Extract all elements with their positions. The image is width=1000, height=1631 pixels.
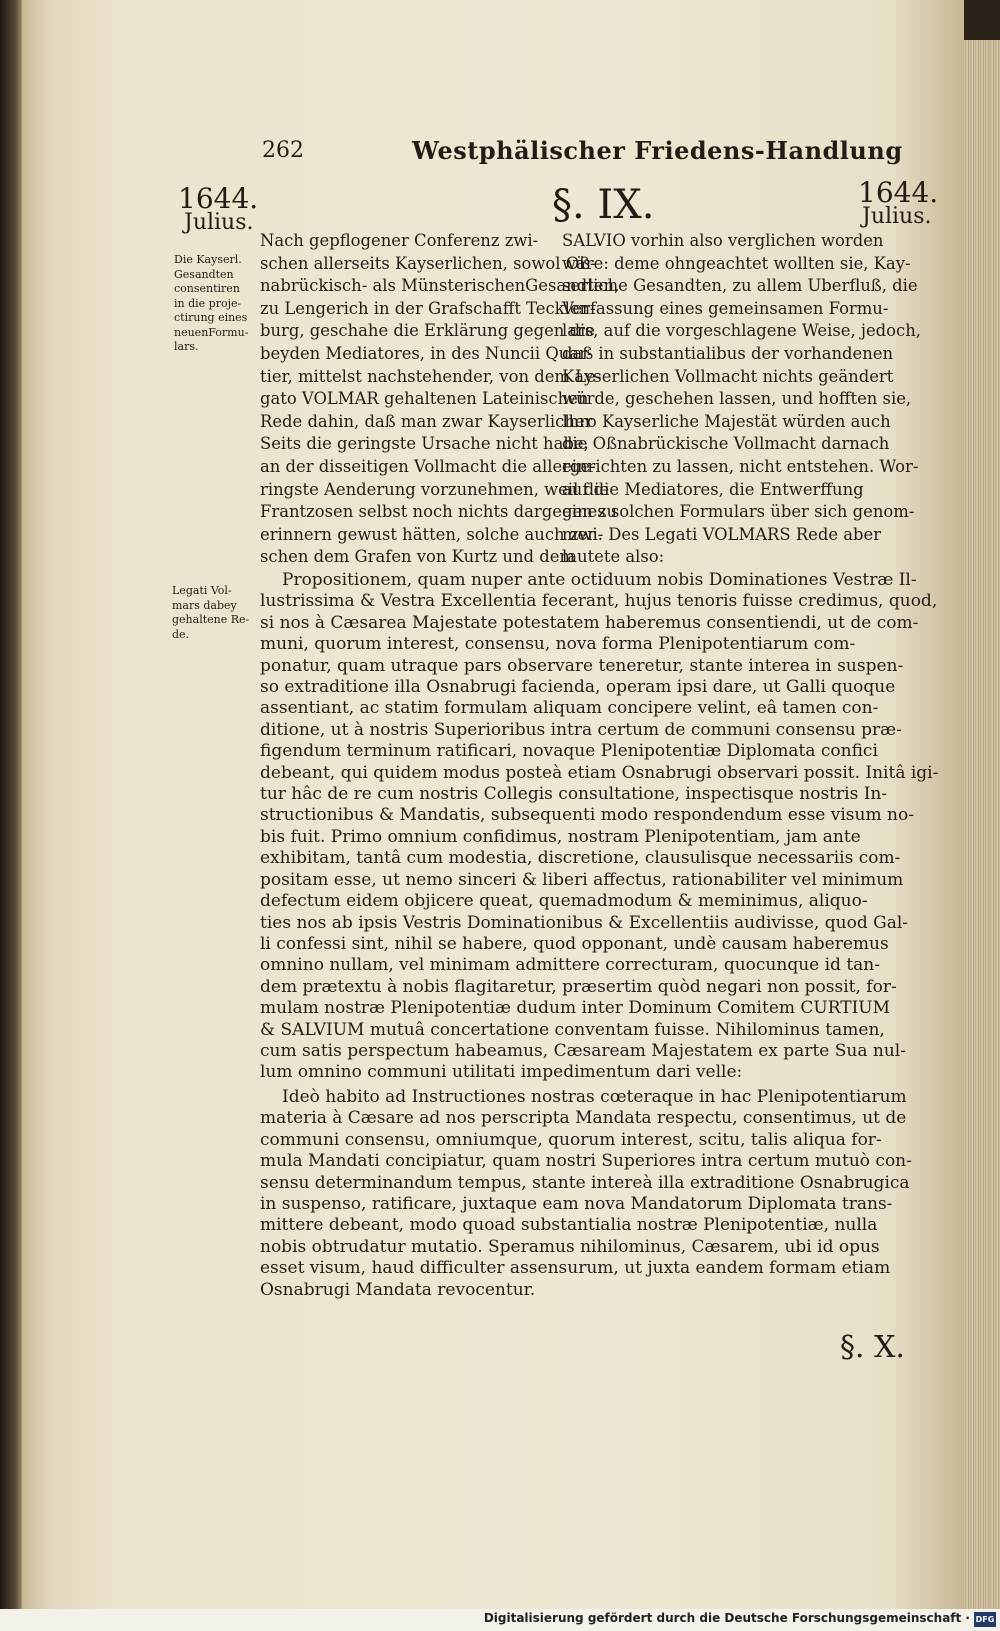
text-line: Osnabrugi Mandata revocentur. bbox=[260, 1279, 536, 1300]
text-line: SALVIO vorhin also verglichen worden bbox=[562, 231, 884, 250]
text-line: ringste Aenderung vorzunehmen, weil die bbox=[260, 479, 610, 499]
text-line: dem prætextu à nobis flagitaretur, præsertim quòd negari non possit, for- bbox=[260, 976, 897, 997]
text-line: Ihro Kayserliche Majestät würden auch bbox=[562, 411, 891, 431]
text-line: in suspenso, ratificare, juxtaque eam nova Mandatorum Diplomata trans- bbox=[260, 1194, 893, 1215]
text-line: burg, geschahe die Erklärung gegen die bbox=[260, 321, 595, 341]
margin-note-line: Legati Vol- bbox=[172, 584, 232, 597]
text-line: assentiant, ac statim formulam aliquam concipere velint, eâ tamen con- bbox=[260, 698, 879, 719]
text-line: zu Lengerich in der Grafschafft Tecklen- bbox=[260, 298, 596, 318]
text-line: sensu determinandum tempus, stante intereà illa extraditione Osnabrugica bbox=[260, 1172, 910, 1193]
text-line: an der disseitigen Vollmacht die allerge- bbox=[260, 456, 596, 476]
text-line: lautete also: bbox=[562, 547, 665, 567]
text-line: lustrissima & Vestra Excellentia fecerant, hujus tenoris fuisse credimus, quod, bbox=[260, 591, 938, 612]
margin-note-1 bbox=[174, 253, 248, 355]
text-line: Nach gepflogener Conferenz zwi- bbox=[260, 231, 539, 250]
text-line: si nos à Cæsarea Majestate potestatem haberemus consentiendi, ut de com- bbox=[260, 612, 919, 633]
running-head: Westphälischer Friedens-Handlung bbox=[412, 136, 903, 165]
right-column bbox=[562, 230, 921, 569]
text-line: Seits die geringste Ursache nicht habe, bbox=[260, 434, 589, 454]
text-line: nobis obtrudatur mutatio. Speramus nihilominus, Cæsarem, ubi id opus bbox=[260, 1236, 880, 1257]
text-line: mulam nostræ Plenipotentiæ dudum inter Dominum Comitem CURTIUM bbox=[260, 998, 891, 1019]
margin-note-line: Gesandten bbox=[174, 267, 234, 281]
text-line: mittere debeant, modo quoad substantialia nostræ Plenipotentiæ, nulla bbox=[260, 1215, 878, 1236]
text-line: communi consensu, omniumque, quorum interest, scitu, talis aliqua for- bbox=[260, 1129, 882, 1150]
margin-note-line: neuenFormu- bbox=[174, 325, 249, 339]
text-line: cum satis perspectum habeamus, Cæsaream Majestatem ex parte Sua nul- bbox=[260, 1040, 906, 1061]
text-line: lars, auf die vorgeschlagene Weise, jedoch, bbox=[562, 321, 921, 341]
text-line: muni, quorum interest, consensu, nova forma Plenipotentiarum com- bbox=[260, 634, 856, 655]
year-left: 1644. bbox=[178, 182, 259, 215]
margin-note-line: ctirung eines bbox=[174, 311, 248, 324]
text-line: erinnern gewust hätten, solche auch zwi- bbox=[260, 524, 604, 544]
latin-paragraph-2 bbox=[260, 1087, 912, 1301]
margin-note-line: de. bbox=[172, 627, 190, 641]
footer-credit: Digitalisierung gefördert durch die Deutsche Forschungsgemeinschaft · bbox=[483, 1611, 970, 1625]
text-line: ponatur, quam utraque pars observare teneretur, stante interea in suspen- bbox=[260, 655, 904, 676]
margin-note-line: mars dabey bbox=[172, 598, 237, 612]
month-left: Julius. bbox=[184, 210, 254, 235]
text-line: Ideò habito ad Instructiones nostras cœteraque in hac Plenipotentiarum bbox=[282, 1087, 907, 1107]
dfg-logo-icon: DFG bbox=[974, 1612, 996, 1627]
text-line: exhibitam, tantâ cum modestia, discretione, clausulisque necessariis com- bbox=[260, 848, 901, 869]
text-line: die Oßnabrückische Vollmacht darnach bbox=[562, 434, 890, 454]
text-line: Rede dahin, daß man zwar Kayserlicher bbox=[260, 411, 593, 431]
text-line: daß in substantialibus der vorhandenen bbox=[562, 343, 894, 363]
text-line: figendum terminum ratificari, novaque Plenipotentiæ Diplomata confici bbox=[260, 741, 878, 762]
text-line: schen dem Grafen von Kurtz und dem bbox=[260, 547, 575, 567]
text-line: Verfassung eines gemeinsamen Formu- bbox=[562, 298, 889, 318]
margin-note-line: in die proje- bbox=[174, 296, 242, 310]
text-line: defectum eidem objicere queat, quemadmodum & meminimus, aliquo- bbox=[260, 891, 868, 912]
page-number: 262 bbox=[262, 138, 304, 163]
text-line: einrichten zu lassen, nicht entstehen. Wor- bbox=[562, 456, 919, 476]
text-line: tur hâc de re cum nostris Collegis consultatione, inspectisque nostris In- bbox=[260, 784, 888, 805]
text-line: men. Des Legati VOLMARS Rede aber bbox=[562, 524, 882, 544]
text-line: eines solchen Formulars über sich genom- bbox=[562, 502, 915, 522]
month-right: Julius. bbox=[862, 204, 932, 229]
text-line: bis fuit. Primo omnium confidimus, nostram Plenipotentiam, jam ante bbox=[260, 826, 861, 847]
text-line: tier, mittelst nachstehender, von dem Le- bbox=[260, 366, 602, 386]
text-line: omnino nullam, vel minimam admittere correcturam, quocunque id tan- bbox=[260, 955, 881, 976]
text-line: debeant, qui quidem modus posteà etiam Osnabrugi observari possit. Initâ igi- bbox=[260, 762, 939, 783]
text-line: Propositionem, quam nuper ante octiduum nobis Dominationes Vestræ Il- bbox=[282, 570, 917, 590]
text-line: auf die Mediatores, die Entwerffung bbox=[562, 479, 864, 499]
text-line: nabrückisch- als MünsterischenGesandten, bbox=[260, 276, 620, 296]
text-line: ties nos ab ipsis Vestris Dominationibus & Excellentiis audivisse, quod Gal- bbox=[260, 912, 909, 933]
text-line: materia à Cæsare ad nos perscripta Mandata respectu, consentimus, ut de bbox=[260, 1108, 907, 1129]
text-line: mula Mandati concipiatur, quam nostri Superiores intra certum mutuò con- bbox=[260, 1151, 912, 1172]
text-line: schen allerseits Kayserlichen, sowol Oß- bbox=[260, 253, 596, 273]
page-edges bbox=[964, 0, 1000, 1631]
margin-note-line: consentiren bbox=[174, 282, 240, 295]
margin-note-line: Die Kayserl. bbox=[174, 253, 242, 266]
book-page bbox=[22, 0, 964, 1631]
latin-paragraph-1 bbox=[260, 570, 939, 1084]
margin-note-line: gehaltene Re- bbox=[172, 613, 250, 626]
text-line: esset visum, haud difficulter assensurum, ut juxta eandem formam etiam bbox=[260, 1258, 891, 1279]
text-line: gato VOLMAR gehaltenen Lateinischen bbox=[260, 389, 589, 409]
text-line: beyden Mediatores, in des Nuncii Quar- bbox=[260, 343, 593, 363]
section-heading: §. IX. bbox=[552, 182, 655, 228]
text-line: würde, geschehen lassen, und hofften sie, bbox=[562, 389, 912, 409]
text-line: li confessi sint, nihil se habere, quod opponant, undè causam haberemus bbox=[260, 933, 889, 954]
text-line: Kayserlichen Vollmacht nichts geändert bbox=[562, 366, 894, 386]
year-right: 1644. bbox=[858, 176, 939, 209]
text-line: lum omnino communi utilitati impedimentum dari velle: bbox=[260, 1062, 743, 1083]
text-line: so extraditione illa Osnabrugi facienda, operam ipsi dare, ut Galli quoque bbox=[260, 677, 896, 698]
text-line: positam esse, ut nemo sinceri & liberi affectus, rationabiliter vel minimum bbox=[260, 869, 904, 890]
text-line: wäre: deme ohngeachtet wollten sie, Kay- bbox=[562, 253, 911, 273]
text-line: ditione, ut à nostris Superioribus intra certum de communi consensu præ- bbox=[260, 719, 902, 740]
margin-note-line: lars. bbox=[174, 340, 199, 353]
margin-note-2 bbox=[172, 584, 249, 642]
text-line: Frantzosen selbst noch nichts dargegen zu bbox=[260, 502, 618, 522]
next-section-heading: §. X. bbox=[840, 1330, 905, 1365]
text-line: serliche Gesandten, zu allem Uberfluß, die bbox=[562, 276, 918, 296]
text-line: & SALVIUM mutuâ concertatione conventam fuisse. Nihilominus tamen, bbox=[260, 1019, 885, 1040]
dark-corner bbox=[964, 0, 1000, 40]
text-line: structionibus & Mandatis, subsequenti modo respondendum esse visum no- bbox=[260, 805, 914, 826]
